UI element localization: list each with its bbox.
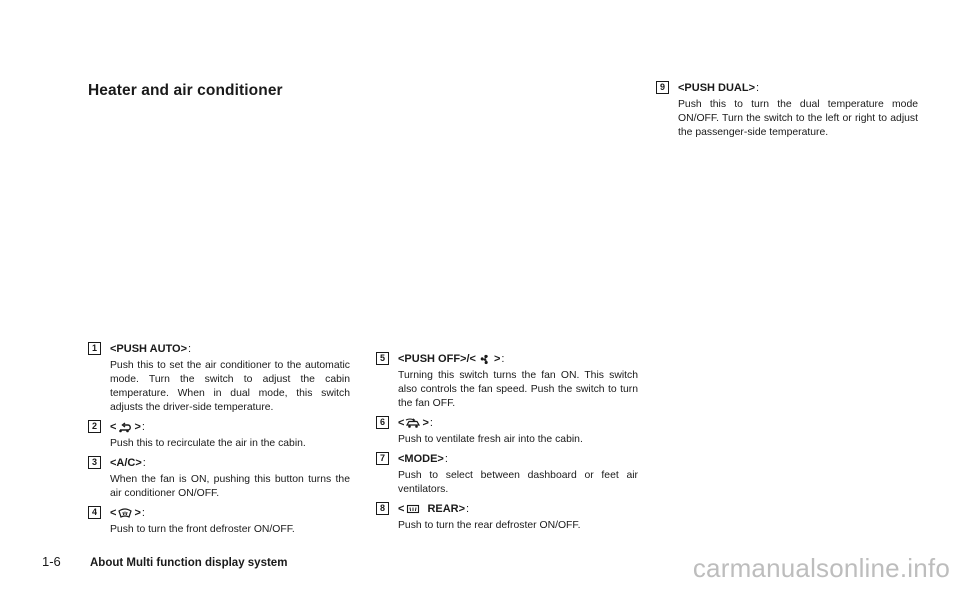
page-number: 1-6	[42, 554, 61, 569]
fan-icon	[477, 354, 493, 365]
item-number: 4	[88, 506, 101, 519]
column-right	[656, 80, 918, 144]
item-description: Push this to set the air conditioner to the automatic mode. Turn the switch to adjust the cabin temperature. When in dual mode, this switch adjusts the driver-side temperature.	[110, 360, 350, 413]
list-item	[88, 341, 350, 415]
item-label: <MODE> :	[398, 453, 448, 465]
item-label: <A/C> :	[110, 457, 146, 469]
item-number: 6	[376, 416, 389, 429]
front-defroster-icon	[117, 508, 133, 519]
item-description: Turning this switch turns the fan ON. This switch also controls the fan speed. Push the switch to turn the fan OFF.	[398, 370, 638, 409]
item-description: Push to turn the front defroster ON/OFF.	[110, 524, 295, 535]
list-item	[88, 505, 350, 537]
item-number: 1	[88, 342, 101, 355]
item-number: 8	[376, 502, 389, 515]
list-item	[376, 415, 638, 447]
item-label: <PUSH DUAL> :	[678, 82, 760, 94]
item-number: 9	[656, 81, 669, 94]
list-item	[88, 455, 350, 501]
item-description: Push this to recirculate the air in the cabin.	[110, 438, 306, 449]
item-label: < > :	[110, 507, 145, 519]
item-number: 3	[88, 456, 101, 469]
item-label: <PUSH AUTO> :	[110, 343, 192, 355]
item-description: When the fan is ON, pushing this button turns the air conditioner ON/OFF.	[110, 474, 350, 499]
item-label: <PUSH OFF>/< > :	[398, 353, 505, 365]
item-description: Push to select between dashboard or feet air ventilators.	[398, 470, 638, 495]
fresh-air-icon	[405, 418, 421, 429]
item-label: < > :	[398, 417, 433, 429]
item-description: Push this to turn the dual temperature mode ON/OFF. Turn the switch to the left or right to adjust the passenger-side temperature.	[678, 99, 918, 138]
list-item	[88, 419, 350, 451]
column-middle	[376, 351, 638, 537]
recirculation-icon	[117, 422, 133, 433]
column-left	[88, 341, 350, 541]
list-item	[376, 451, 638, 497]
watermark: carmanualsonline.info	[692, 553, 950, 583]
list-item	[376, 351, 638, 411]
rear-defroster-icon	[405, 504, 421, 515]
item-label: < > :	[110, 421, 145, 433]
list-item	[656, 80, 918, 140]
list-item	[376, 501, 638, 533]
item-description: Push to turn the rear defroster ON/OFF.	[398, 520, 581, 531]
section-heading: Heater and air conditioner	[88, 82, 283, 99]
footer-title: About Multi function display system	[90, 557, 288, 569]
item-label: < REAR> :	[398, 503, 470, 515]
item-description: Push to ventilate fresh air into the cabin.	[398, 434, 583, 445]
item-number: 5	[376, 352, 389, 365]
item-number: 2	[88, 420, 101, 433]
item-number: 7	[376, 452, 389, 465]
